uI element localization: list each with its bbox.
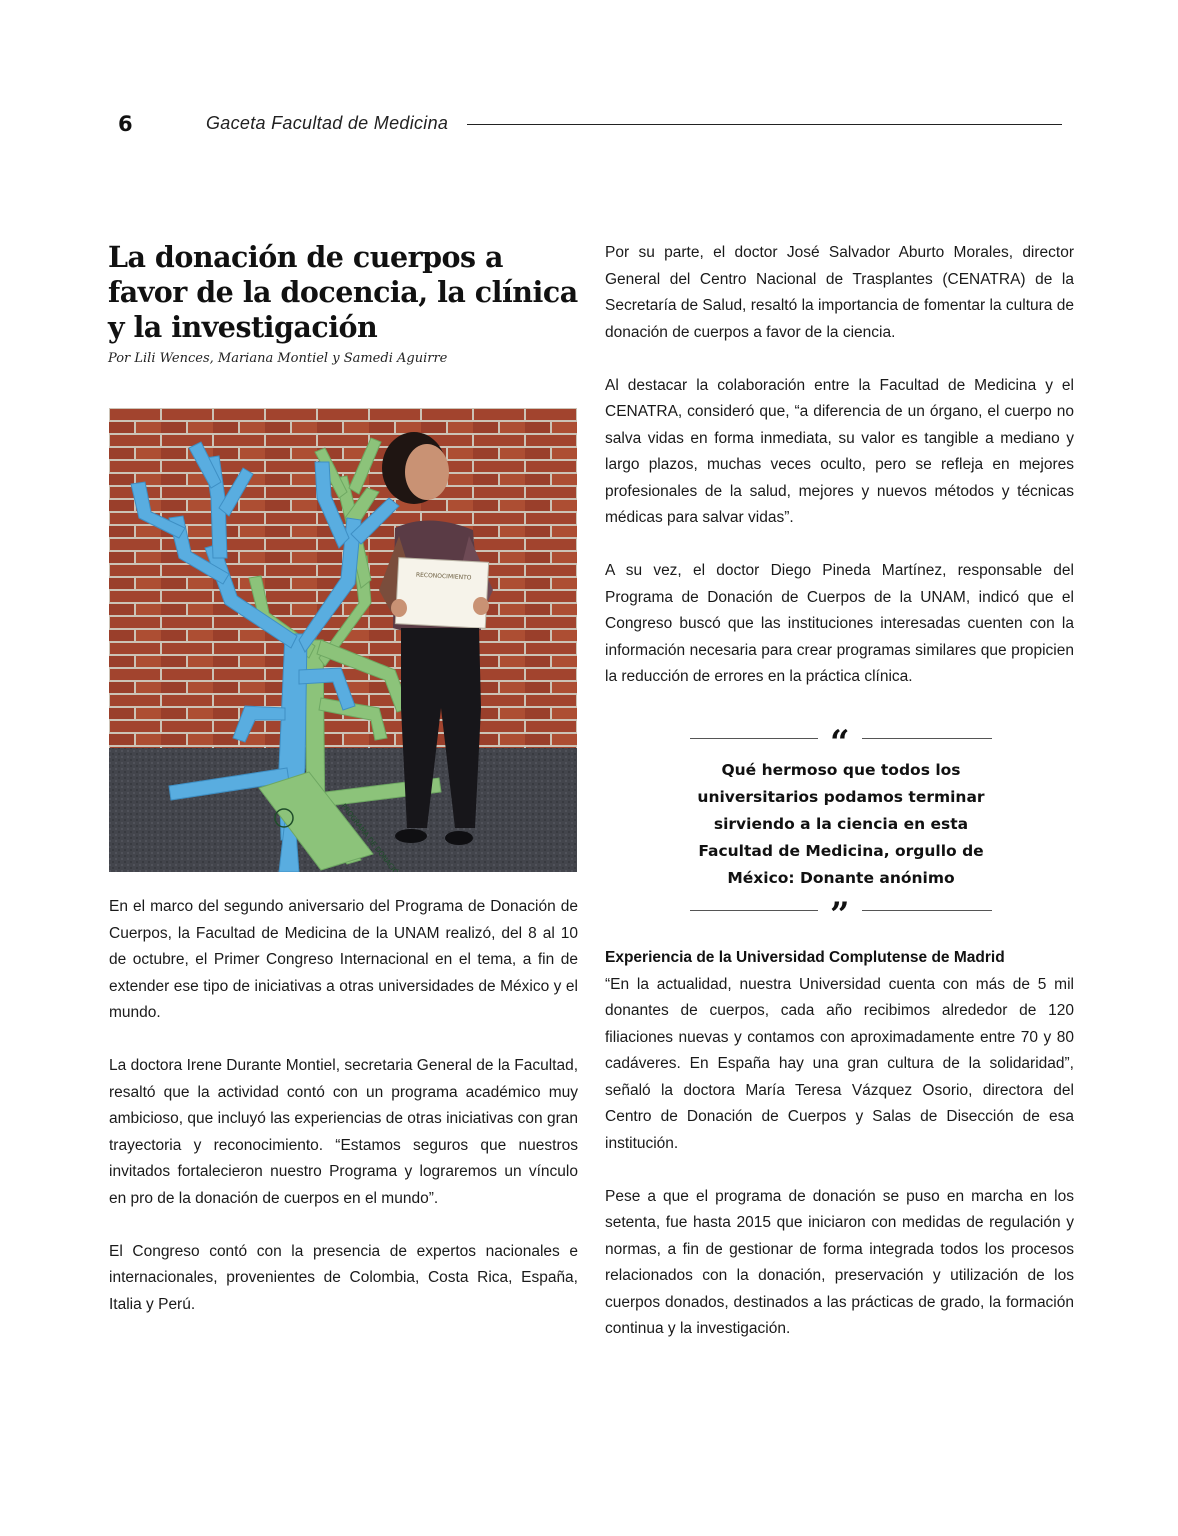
article-byline: Por Lili Wences, Mariana Montiel y Samedi Aguirre	[108, 351, 448, 366]
paragraph: El Congreso contó con la presencia de expertos nacionales e internacionales, provenientes de Colombia, Costa Rica, España, Italia y Perú.	[109, 1242, 578, 1313]
paragraph: Al destacar la colaboración entre la Facultad de Medicina y el CENATRA, consideró que, “a diferencia de un órgano, el cuerpo no salva vidas en forma inmediata, su valor es tangible a mediano y largo plazos, muchas veces oculto, pero se refleja en mejores profesionales de la salud, mejores y nuevos métodos y técnicas médicas para salvar vidas”.	[605, 376, 1074, 526]
publication-name: Gaceta Facultad de Medicina	[206, 113, 449, 133]
quote-rule-left	[690, 738, 818, 739]
page-number: 6	[118, 112, 133, 136]
paragraph: Por su parte, el doctor José Salvador Aburto Morales, director General del Centro Nacional de Trasplantes (CENATRA) de la Secretaría de Salud, resaltó la importancia de fomentar la cultura de donación de cuerpos a favor de la ciencia.	[605, 244, 1074, 341]
quote-rule-right	[862, 738, 992, 739]
pull-quote	[690, 723, 992, 935]
quote-rule-bottom-left	[690, 910, 818, 911]
close-quote-mark: ”	[830, 895, 850, 935]
paragraph: A su vez, el doctor Diego Pineda Martínez, responsable del Programa de Donación de Cuerpos de la UNAM, indicó que el Congreso buscó que las instituciones interesadas cuenten con la información necesaria para crear programas similares que propicien la reducción de errores en la práctica clínica.	[605, 562, 1074, 685]
right-column-bottom	[605, 945, 1074, 1343]
photo-illustration	[109, 408, 577, 872]
article-title: La donación de cuerpos a favor de la docencia, la clínica y la investigación	[108, 240, 578, 344]
right-column-top	[605, 240, 1074, 691]
paragraph: Pese a que el programa de donación se puso en marcha en los setenta, fue hasta 2015 que iniciaron con medidas de regulación y normas, a fin de gestionar de forma integrada todos los procesos relacionados con la donación, preservación y utilización de los cuerpos donados, destinados a las prácticas de grado, la formación continua y la investigación.	[605, 1187, 1074, 1337]
page-header	[0, 108, 1178, 142]
left-column	[109, 894, 578, 1318]
open-quote-mark: “	[830, 723, 850, 763]
certificate	[395, 558, 488, 629]
paragraph: “En la actualidad, nuestra Universidad cuenta con más de 5 mil donantes de cuerpos, cada año recibimos alrededor de 120 filiaciones nuevas y contamos con aproximadamente entre 70 y 80 cadáveres. En España hay una gran cultura de la solidaridad”, señaló la doctora María Teresa Vázquez Osorio, directora del Centro de Donación de Cuerpos y Salas de Disección de esa institución.	[605, 975, 1074, 1152]
header-rule	[467, 124, 1062, 125]
paragraph: En el marco del segundo aniversario del Programa de Donación de Cuerpos, la Facultad de Medicina de la UNAM realizó, del 8 al 10 de octubre, el Primer Congreso Internacional en el tema, a fin de extender ese tipo de iniciativas a otras universidades de México y el mundo.	[109, 898, 578, 1021]
section-subheading: Experiencia de la Universidad Complutense de Madrid	[605, 949, 1005, 966]
quote-rule-bottom-right	[862, 910, 992, 911]
article-photo	[109, 408, 577, 872]
pull-quote-text: Qué hermoso que todos los universitarios podamos terminar sirviendo a la ciencia en esta Facultad de Medicina, orgullo de México: Donante anónimo	[697, 761, 985, 887]
paragraph: La doctora Irene Durante Montiel, secretaria General de la Facultad, resaltó que la actividad contó con un programa académico muy ambicioso, que incluyó las experiencias de otras iniciativas con gran trayectoria y reconocimiento. “Estamos seguros que nuestros invitados fortalecieron nuestro Programa y lograremos un vínculo en pro de la donación de cuerpos en el mundo”.	[109, 1057, 578, 1207]
certificate-text: RECONOCIMIENTO	[415, 571, 472, 582]
